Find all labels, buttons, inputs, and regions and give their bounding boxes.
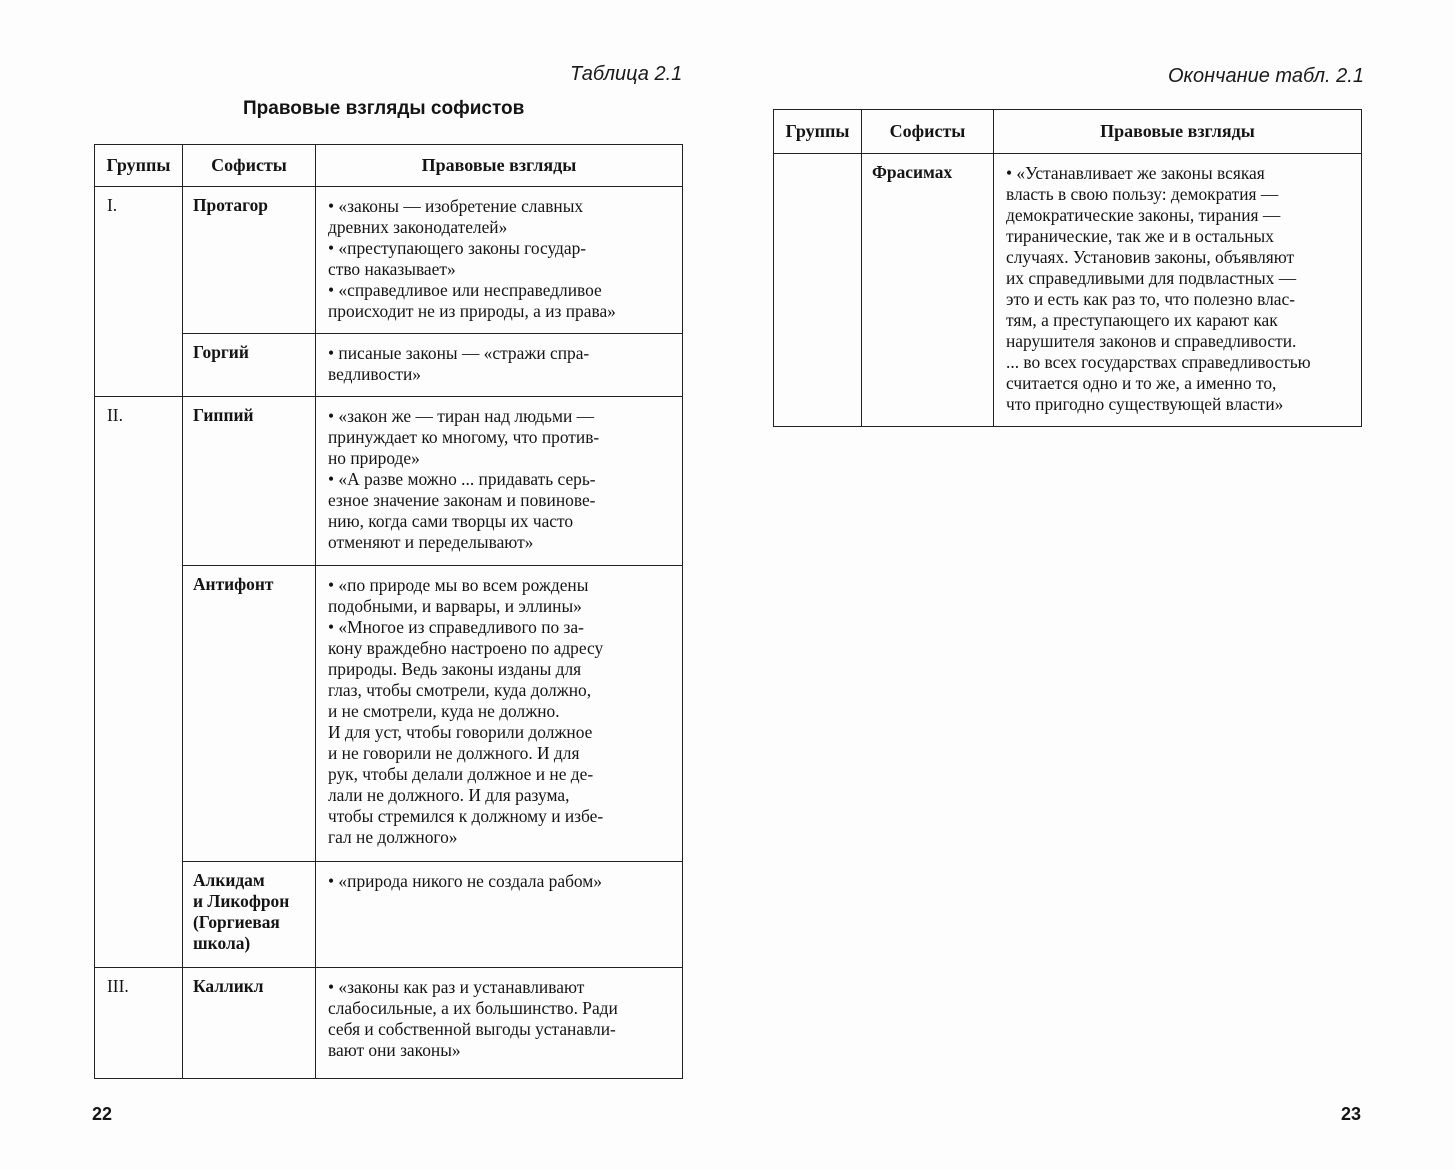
sophist-cell: Горгий	[183, 334, 316, 397]
group-cell: I.	[95, 187, 183, 397]
table-row	[95, 862, 683, 968]
page-number: 23	[1341, 1104, 1362, 1124]
table-caption: Таблица 2.1	[570, 63, 683, 85]
page-number: 22	[92, 1104, 113, 1124]
header-groups: Группы	[95, 145, 183, 187]
table-header-row	[95, 145, 683, 187]
sophists-table-continued	[773, 109, 1362, 427]
table-title: Правовые взгляды софистов	[243, 98, 525, 119]
table-row	[95, 566, 683, 862]
views-cell: • «законы — изобретение славных древних законодателей» • «преступающего законы государ- ство наказывает» • «справедливое или несправедливое происходит не из природы, а из права»	[316, 187, 683, 334]
table-caption: Окончание табл. 2.1	[1168, 65, 1364, 87]
sophists-table	[94, 144, 683, 1079]
views-cell: • «по природе мы во всем рождены подобными, и варвары, и эллины» • «Многое из справедливого по за- кону враждебно настроено по адресу природы. Ведь законы изданы для глаз, чтобы смотрели, куда должно, и не смотрели, куда не должно. И для уст, чтобы говорили должное и не говорили не должного. И для рук, чтобы делали должное и не де- лали не должного. И для разума, чтобы стремился к должному и избе- гал не должного»	[316, 566, 683, 862]
sophist-cell: Калликл	[183, 968, 316, 1079]
views-cell: • писаные законы — «стражи спра- ведливости»	[316, 334, 683, 397]
table-row	[95, 968, 683, 1079]
header-sophists: Софисты	[862, 110, 994, 154]
views-cell: • «природа никого не создала рабом»	[316, 862, 683, 968]
sophist-cell: Фрасимах	[862, 154, 994, 427]
group-cell: II.	[95, 397, 183, 968]
table-row	[95, 397, 683, 566]
table-row	[774, 154, 1362, 427]
group-cell	[774, 154, 862, 427]
group-cell: III.	[95, 968, 183, 1079]
right-page	[727, 0, 1455, 1169]
sophist-cell: Антифонт	[183, 566, 316, 862]
sophist-cell: Алкидам и Ликофрон (Горгиевая школа)	[183, 862, 316, 968]
table-header-row	[774, 110, 1362, 154]
header-sophists: Софисты	[183, 145, 316, 187]
header-legal-views: Правовые взгляды	[316, 145, 683, 187]
views-cell: • «закон же — тиран над людьми — принуждает ко многому, что против- но природе» • «А разве можно ... придавать серь- езное значение законам и повинове- нию, когда сами творцы их часто отменяют и переделывают»	[316, 397, 683, 566]
table-row	[95, 187, 683, 334]
sophist-cell: Протагор	[183, 187, 316, 334]
views-cell: • «Устанавливает же законы всякая власть в свою пользу: демократия — демократические законы, тирания — тиранические, так же и в остальных случаях. Установив законы, объявляют их справедливыми для подвластных — это и есть как раз то, что полезно влас- тям, а преступающего их карают как нарушителя законов и справедливости. ... во всех государствах справедливостью считается одно и то же, а именно то, что пригодно существующей власти»	[994, 154, 1362, 427]
views-cell: • «законы как раз и устанавливают слабосильные, а их большинство. Ради себя и собственной выгоды устанавли- вают они законы»	[316, 968, 683, 1079]
left-page	[0, 0, 727, 1169]
sophist-cell: Гиппий	[183, 397, 316, 566]
header-legal-views: Правовые взгляды	[994, 110, 1362, 154]
header-groups: Группы	[774, 110, 862, 154]
table-row	[95, 334, 683, 397]
